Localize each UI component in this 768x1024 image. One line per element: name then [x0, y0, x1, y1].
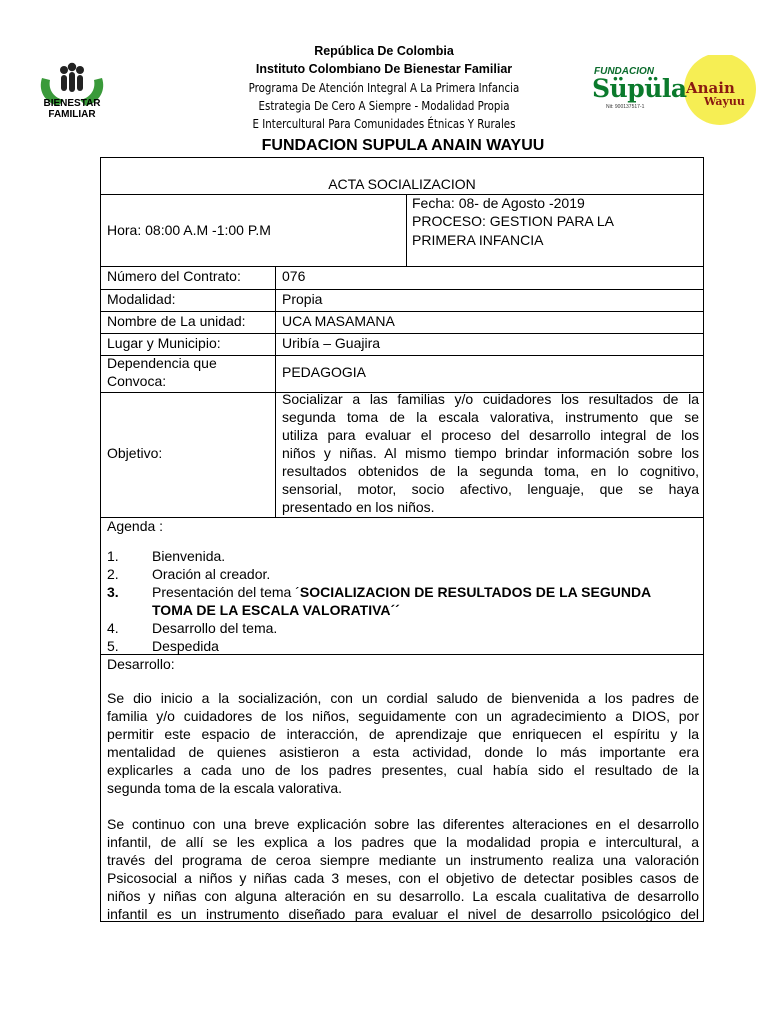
- field-value-unidad: UCA MASAMANA: [282, 313, 395, 329]
- agenda-item: Despedida: [152, 638, 219, 654]
- desarrollo-line: niños y niñas con alguna alteración en su desarrollo. La escala cualitativa de desarrollo: [107, 888, 699, 904]
- fecha-text: Fecha: 08- de Agosto -2019: [412, 195, 585, 211]
- col-divider: [275, 266, 276, 518]
- agenda-item: Oración al creador.: [152, 566, 271, 582]
- field-label-lugar: Lugar y Municipio:: [107, 335, 221, 351]
- field-label-modalidad: Modalidad:: [107, 291, 176, 307]
- header-republica: República De Colombia: [314, 44, 454, 58]
- header-programa-row: [120, 80, 648, 95]
- agenda-num: 2.: [107, 566, 119, 582]
- desarrollo-title: Desarrollo:: [107, 656, 175, 672]
- field-value-modalidad: Propia: [282, 291, 323, 307]
- desarrollo-paragraph-2: [107, 815, 699, 923]
- desarrollo-line: Se dio inicio a la socialización, con un cordial saludo de bienvenida a los padres de: [107, 690, 699, 706]
- bienestar-familiar-logo: [34, 60, 110, 126]
- desarrollo-line: familia y/o cuidadores de los niños, seguidamente con un agradecimiento a DIOS, por: [107, 708, 699, 724]
- field-value-dependencia: PEDAGOGIA: [282, 364, 367, 380]
- agenda-num: 4.: [107, 620, 119, 636]
- agenda-num: 3.: [107, 584, 119, 600]
- col-divider: [406, 194, 407, 267]
- objetivo-line: utiliza para evaluar el proceso del desarrollo integral de los: [282, 427, 699, 443]
- header-intercultural: E Intercultural Para Comunidades Étnicas Y Rurales: [252, 116, 516, 131]
- agenda-item-prefix: Presentación del tema ´: [152, 584, 300, 600]
- field-value-contrato: 076: [282, 268, 306, 284]
- agenda-title: Agenda :: [107, 518, 164, 534]
- desarrollo-line: infantil, de allí se les explica a los padres que la modalidad propia e intercultural, a: [107, 834, 699, 850]
- row-divider: [101, 194, 703, 195]
- agenda-item-3: [152, 583, 651, 601]
- right-logo-nit: Nit: 900137517-1: [606, 104, 645, 110]
- agenda-item: Desarrollo del tema.: [152, 620, 278, 636]
- field-value-lugar: Uribía – Guajira: [282, 335, 381, 351]
- desarrollo-line: infantil es un instrumento diseñado para evaluar el nivel de desarrollo psicológico del: [107, 906, 699, 922]
- field-label-unidad: Nombre de La unidad:: [107, 313, 246, 329]
- desarrollo-line: explicarles a cada uno de los padres presentes, cual había sido el resultado de la: [107, 762, 699, 778]
- right-logo-top: FUNDACION: [594, 66, 654, 77]
- desarrollo-line: segunda toma de la escala valorativa.: [107, 780, 343, 796]
- field-label-dependencia-1: Dependencia que: [107, 355, 217, 371]
- header-icbf: Instituto Colombiano De Bienestar Familiar: [255, 62, 513, 76]
- left-logo-text2: FAMILIAR: [48, 109, 96, 120]
- row-divider: [101, 289, 703, 290]
- row-divider: [101, 517, 703, 518]
- desarrollo-paragraph-1: [107, 689, 699, 797]
- objetivo-line: sensorial, motor, socio afectivo, lenguaje, que se haya: [282, 481, 699, 497]
- header-intercultural-row: [120, 116, 648, 131]
- desarrollo-line: mentalidad de quienes asistieron a esta actividad, donde lo más importante era: [107, 744, 699, 760]
- right-logo-wayuu: Wayuu: [704, 95, 745, 108]
- acta-title: ACTA SOCIALIZACION: [328, 176, 476, 192]
- objetivo-text: [282, 390, 699, 516]
- field-label-dependencia-2: Convoca:: [107, 373, 167, 389]
- objetivo-line: resultados obtenidos de la segunda toma, en lo cognitivo,: [282, 463, 699, 479]
- desarrollo-line: permitir este espacio de interacción, de aprendizaje que enriquecen el espíritu y la: [107, 726, 699, 742]
- agenda-item-bold-2: TOMA DE LA ESCALA VALORATIVA´´: [152, 602, 400, 618]
- agenda-item: Bienvenida.: [152, 548, 226, 564]
- agenda-num: 5.: [107, 638, 119, 654]
- objetivo-line: niños y niñas. Al mismo tiempo brindar información sobre los: [282, 445, 699, 461]
- agenda-item-bold: SOCIALIZACION DE RESULTADOS DE LA SEGUNDA: [299, 584, 652, 600]
- proceso-line2: PRIMERA INFANCIA: [412, 232, 544, 248]
- header-estrategia-row: [120, 98, 648, 113]
- header-programa: Programa De Atención Integral A La Primera Infancia: [248, 80, 520, 95]
- right-logo-main: Süpüla: [592, 74, 687, 103]
- desarrollo-line: Psicosocial a niños y niñas cada 3 meses, con el objetivo de detectar posibles casos de: [107, 870, 699, 886]
- agenda-num: 1.: [107, 548, 119, 564]
- field-label-contrato: Número del Contrato:: [107, 268, 241, 284]
- objetivo-label: Objetivo:: [107, 445, 163, 461]
- desarrollo-line: Se continuo con una breve explicación sobre las diferentes alteraciones en el desarrollo: [107, 816, 699, 832]
- hora-text: Hora: 08:00 A.M -1:00 P.M: [107, 222, 271, 238]
- left-logo-text1: BIENESTAR: [43, 98, 101, 109]
- objetivo-line: presentado en los niños.: [282, 499, 435, 515]
- objetivo-line: segunda toma de la escala valorativa, instrumento que se: [282, 409, 699, 425]
- header-estrategia: Estrategia De Cero A Siempre - Modalidad Propia: [258, 98, 510, 113]
- proceso-line1: PROCESO: GESTION PARA LA: [412, 213, 615, 229]
- organization-title: FUNDACION SUPULA ANAIN WAYUU: [261, 137, 545, 154]
- desarrollo-line: través del programa de ceroa siempre mediante un instrumento realiza una valoración: [107, 852, 699, 868]
- objetivo-line: Socializar a las familias y/o cuidadores los resultados de la: [282, 391, 699, 407]
- right-logo-anain: Anain: [686, 79, 735, 97]
